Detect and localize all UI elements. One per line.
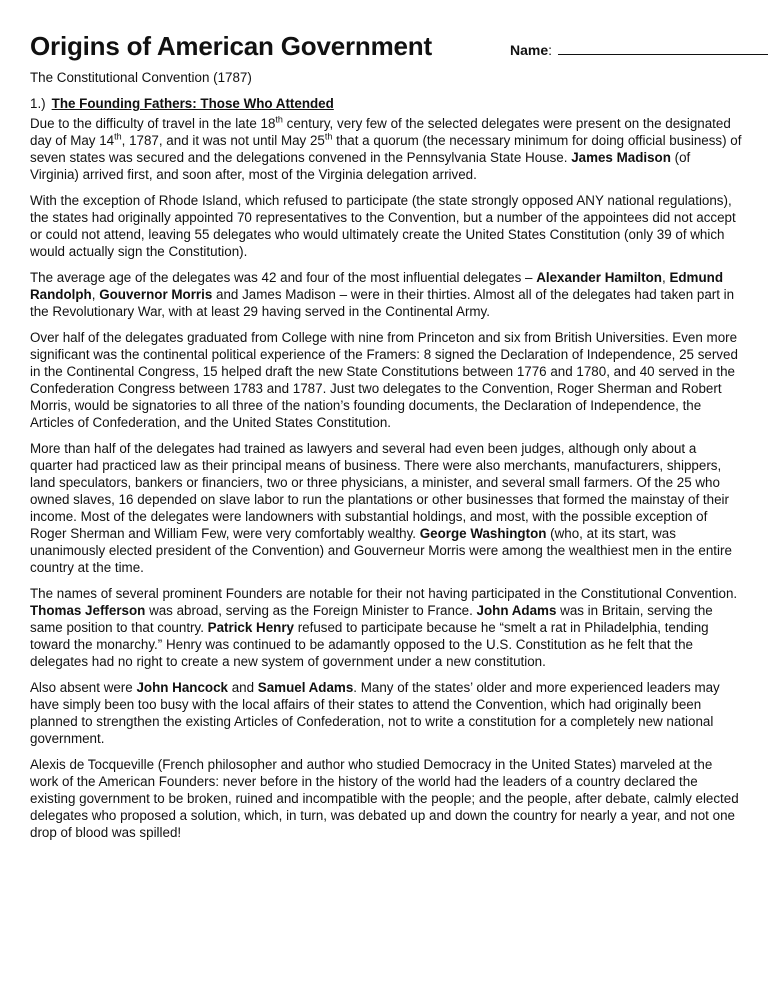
text-run: (who, at its start, was unanimously elected president of the Convention) and Gouverneur Morris were among the wealthiest men in the entire country at the time.: [30, 526, 732, 575]
text-run: and: [227, 680, 258, 695]
paragraph-also-absent: [30, 679, 742, 747]
bold-name: John Adams: [476, 603, 557, 618]
text-run: ,: [91, 287, 100, 302]
name-field: [510, 41, 768, 59]
text-run: (of Virginia) arrived first, and soon after, most of the Virginia delegation arrived.: [30, 150, 691, 182]
superscript: th: [324, 131, 333, 142]
text-run: Also absent were: [30, 680, 137, 695]
paragraph-delegates: With the exception of Rhode Island, which refused to participate (the state strongly opposed ANY national regulations), the states had originally appointed 70 representatives to the Convention, but a number of the appointees did not accept or could not attend, leaving 55 delegates who would ultimately create the United States Constitution (only 39 of which would actually sign the Constitution).: [30, 193, 736, 259]
text-run: was abroad, serving as the Foreign Minister to France.: [145, 603, 477, 618]
bold-name: James Madison: [571, 150, 671, 165]
paragraph-professions: [30, 440, 742, 576]
paragraph-ages: [30, 269, 742, 320]
section-title: The Founding Fathers: Those Who Attended: [51, 96, 334, 111]
page-title: Origins of American Government: [30, 31, 432, 61]
name-label: Name: [510, 42, 549, 58]
bold-name: Thomas Jefferson: [30, 603, 146, 618]
paragraph-education: Over half of the delegates graduated from College with nine from Princeton and six from British Universities. Even more significant was the continental political experience of the Framers: 8 signed the Declaration of Independence, 25 served in the Continental Congress, 15 helped draft the new State Constitutions between 1776 and 1780, and 40 served in the Confederation Congress between 1783 and 1787. Just two delegates to the Convention, Roger Sherman and Robert Morris, would be signatories to all three of the nation’s founding documents, the Declaration of Independence, the Articles of Confederation, and the United States Constitution.: [30, 330, 738, 430]
subtitle: The Constitutional Convention (1787): [30, 70, 252, 85]
name-blank-line[interactable]: [558, 42, 768, 55]
text-run: century, very few of the selected delegates were present on the designated day of May 14: [30, 116, 731, 148]
bold-name: Samuel Adams: [257, 680, 354, 695]
name-label-colon: :: [548, 42, 553, 58]
worksheet-page: [30, 28, 742, 850]
text-run: Due to the difficulty of travel in the late 18: [30, 116, 276, 131]
section-heading: [30, 96, 742, 112]
bold-name: Alexander Hamilton: [536, 270, 662, 285]
header: [30, 28, 742, 64]
text-run: , 1787, and it was not until May 25: [121, 133, 325, 148]
paragraph-absent-founders: [30, 585, 742, 670]
bold-name: Patrick Henry: [207, 620, 294, 635]
paragraph-arrival: [30, 115, 742, 183]
text-run: More than half of the delegates had trained as lawyers and several had even been judges, although only about a quarter had practiced law as their principal means of business. There were also merchants, manufacturers, shippers, land speculators, bankers or financiers, two or three physicians, a minister, and several small farmers. Of the 25 who owned slaves, 16 depended on slave labor to run the plantations or other businesses that formed the mainstay of their income. Most of the delegates were landowners with substantial holdings, and most, with the possible exception of Roger Sherman and William Few, were very comfortably wealthy.: [30, 441, 729, 541]
superscript: th: [275, 114, 283, 125]
text-run: refused to participate because he “smelt a rat in Philadelphia, tending toward the monarchy.” Henry was continued to be adamantly opposed to the U.S. Constitution as he felt that the delegates had no right to create a new system of government under a new constitution.: [30, 620, 709, 669]
text-run: . Many of the states’ older and more experienced leaders may have simply been too busy with the local affairs of their states to attend the Convention, which had originally been planned to strengthen the existing Articles of Confederation, not to write a constitution for a completely new national government.: [30, 680, 720, 746]
bold-name: John Hancock: [136, 680, 228, 695]
text-run: The average age of the delegates was 42 and four of the most influential delegates –: [30, 270, 537, 285]
text-run: and James Madison – were in their thirties. Almost all of the delegates had taken part in the Revolutionary War, with at least 29 having served in the Continental Army.: [30, 287, 735, 319]
paragraph-tocqueville: Alexis de Tocqueville (French philosopher and author who studied Democracy in the United States) marveled at the work of the American Founders: never before in the history of the world had the leaders of a country declared the existing government to be broken, ruined and incompatible with the people; and the people, after debate, calmly elected delegates who proposed a solution, which, in turn, was debated up and down the country for nearly a year, and not one drop of blood was spilled!: [30, 757, 739, 840]
bold-name: George Washington: [419, 526, 547, 541]
text-run: The names of several prominent Founders are notable for their not having participated in the Constitutional Convention.: [30, 586, 738, 601]
text-run: that a quorum (the necessary minimum for doing official business) of seven states was secured and the delegations convened in the Pennsylvania State House.: [30, 133, 742, 165]
superscript: th: [114, 131, 122, 142]
bold-name: Gouvernor Morris: [99, 287, 213, 302]
bold-name: Edmund Randolph: [30, 270, 723, 302]
text-run: was in Britain, serving the same position to that country.: [30, 603, 713, 635]
section-number: 1.): [30, 96, 46, 111]
text-run: ,: [661, 270, 670, 285]
